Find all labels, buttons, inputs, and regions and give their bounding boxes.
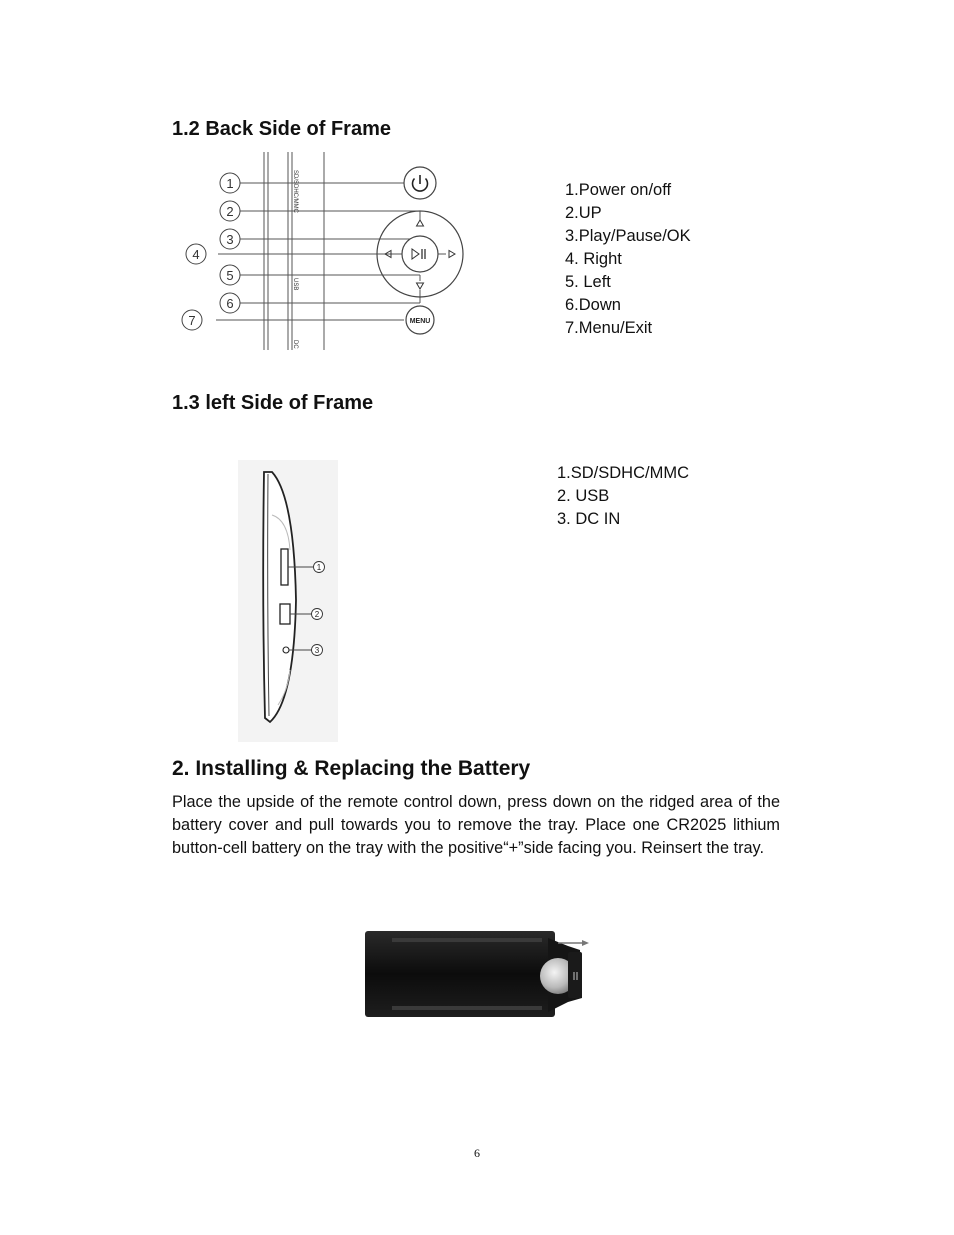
callout-7: 7 — [188, 313, 196, 328]
callout-1: 1 — [226, 176, 234, 191]
left-side-diagram — [238, 460, 338, 742]
left-callout-3: 3 — [314, 646, 320, 655]
back-side-diagram — [178, 150, 473, 354]
battery-instructions: Place the upside of the remote control down, press down on the ridged area of the battery cover and pull towards you to remove the tray. Place one CR2025 lithium button-cell battery on the tray with the positive“+”side facing you. Reinsert the tray. — [172, 793, 780, 857]
legend-item: 1.Power on/off — [565, 181, 672, 199]
legend-item: 2.UP — [565, 204, 602, 222]
section-title-back-side: 1.2 Back Side of Frame — [172, 118, 391, 140]
callout-4: 4 — [192, 247, 200, 262]
slot-label-sd: SD/SDHC/MMC — [292, 170, 298, 213]
section-title-battery: 2. Installing & Replacing the Battery — [172, 757, 531, 780]
slot-label-dc: DC — [292, 340, 298, 349]
legend-item: 5. Left — [565, 273, 611, 291]
left-side-legend — [557, 462, 689, 531]
legend-item: 7.Menu/Exit — [565, 319, 653, 337]
legend-item: 4. Right — [565, 250, 622, 268]
remote-battery-tray-image — [362, 928, 592, 1020]
left-callout-2: 2 — [314, 610, 320, 619]
callout-6: 6 — [226, 296, 234, 311]
menu-button-icon — [406, 306, 434, 334]
legend-item: 6.Down — [565, 296, 621, 314]
legend-item: 3. DC IN — [557, 510, 621, 528]
slot-label-usb: USB — [292, 278, 298, 291]
section-title-left-side: 1.3 left Side of Frame — [172, 392, 374, 414]
page-number: 6 — [474, 1146, 480, 1160]
callout-5: 5 — [226, 268, 234, 283]
back-side-legend — [565, 179, 691, 340]
callout-2: 2 — [226, 204, 234, 219]
power-icon — [404, 167, 436, 199]
callout-3: 3 — [226, 232, 234, 247]
legend-item: 1.SD/SDHC/MMC — [557, 464, 690, 482]
menu-label: MENU — [409, 318, 431, 325]
left-callout-1: 1 — [316, 563, 322, 572]
legend-item: 2. USB — [557, 487, 610, 505]
legend-item: 3.Play/Pause/OK — [565, 227, 691, 245]
